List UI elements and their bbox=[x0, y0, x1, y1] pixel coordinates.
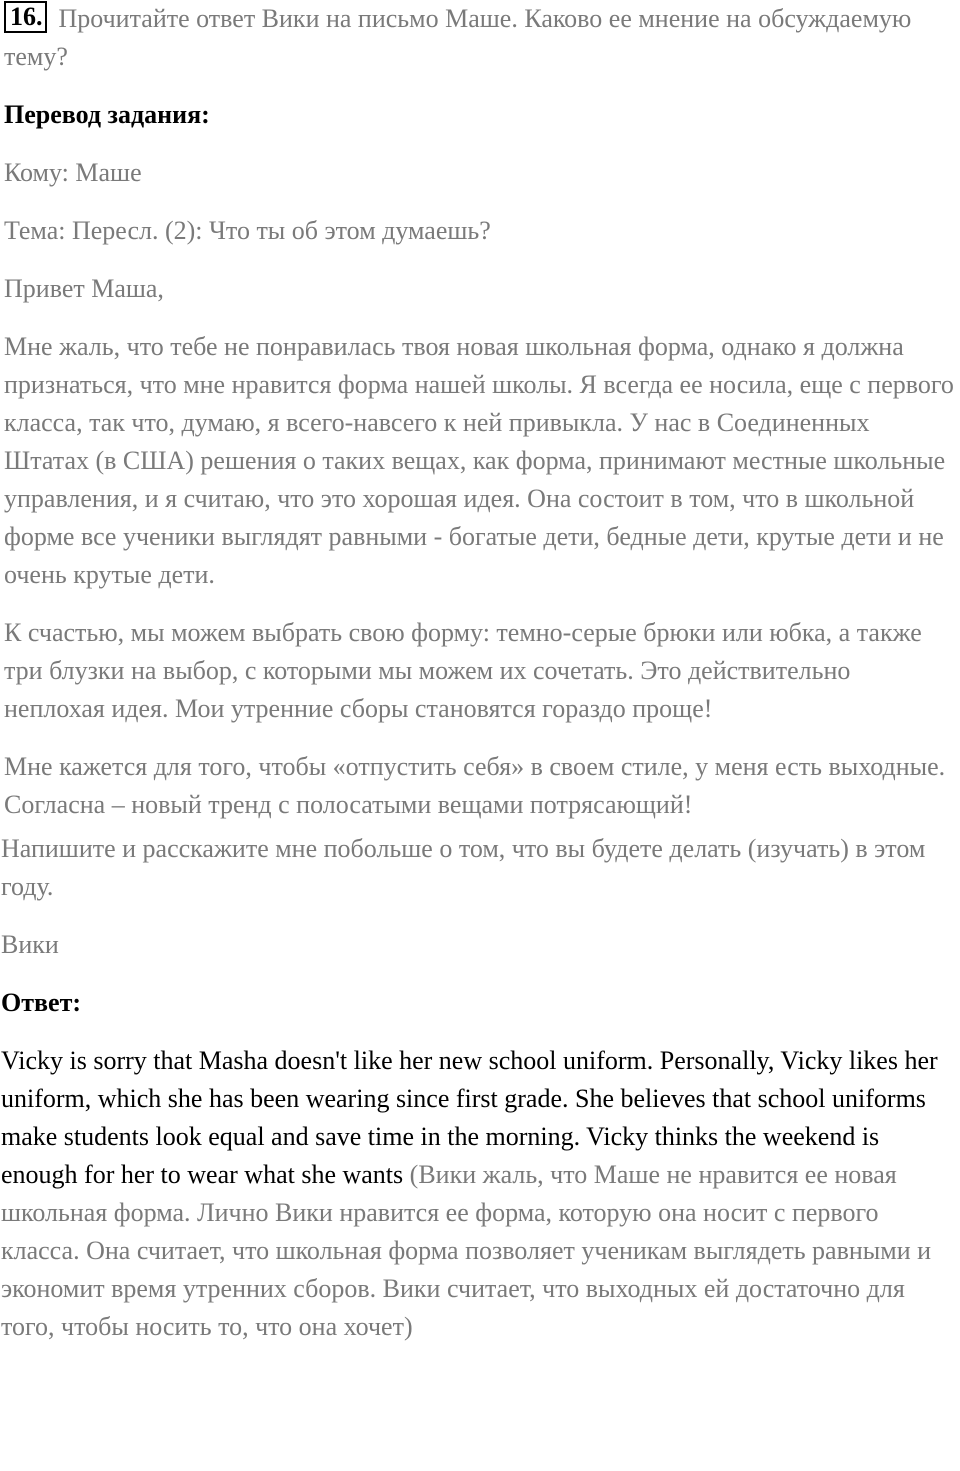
answer-heading: Ответ: bbox=[1, 988, 82, 1017]
task-prompt: Прочитайте ответ Вики на письмо Маше. Каково ее мнение на обсуждаемую тему? bbox=[4, 4, 912, 71]
answer-russian: (Вики жаль, что Маше не нравится ее новая школьная форма. Лично Вики нравится ее форма, которую она носит с первого класса. Она считает, что школьная форма позволяет ученикам выглядеть равными и экономит время утренних сборов. Вики считает, что выходных ей достаточно для того, чтобы носить то, что она хочет) bbox=[1, 1160, 932, 1341]
task-header bbox=[4, 0, 954, 76]
letter-subject: Тема: Пересл. (2): Что ты об этом думаешь? bbox=[4, 216, 491, 245]
document-page bbox=[1, 0, 954, 1346]
letter-greeting: Привет Маша, bbox=[4, 274, 164, 303]
task-number-box: 16. bbox=[4, 1, 47, 33]
answer-text bbox=[1, 1042, 954, 1346]
letter-to: Кому: Маше bbox=[4, 158, 142, 187]
letter-signature: Вики bbox=[1, 930, 59, 959]
answer-english: Vicky is sorry that Masha doesn't like her new school uniform. Personally, Vicky likes her uniform, which she has been wearing since first grade. She believes that school uniforms make students look equal and save time in the morning. Vicky thinks the weekend is enough for her to wear what she wants bbox=[1, 1046, 938, 1189]
letter-paragraph-4: Напишите и расскажите мне побольше о том, что вы будете делать (изучать) в этом году. bbox=[1, 834, 926, 901]
translation-heading: Перевод задания: bbox=[4, 100, 210, 129]
letter-paragraph-1: Мне жаль, что тебе не понравилась твоя новая школьная форма, однако я должна признаться, что мне нравится форма нашей школы. Я всегда ее носила, еще с первого класса, так что, думаю, я всего-навсего к ней привыкла. У нас в Соединенных Штатах (в США) решения о таких вещах, как форма, принимают местные школьные управления, и я считаю, что это хорошая идея. Она состоит в том, что в школьной форме все ученики выглядят равными - богатые дети, бедные дети, крутые дети и не очень крутые дети. bbox=[4, 332, 954, 589]
letter-paragraph-3: Мне кажется для того, чтобы «отпустить себя» в своем стиле, у меня есть выходные. Согласна – новый тренд с полосатыми вещами потрясающий! bbox=[4, 752, 946, 819]
letter-paragraph-2: К счастью, мы можем выбрать свою форму: темно-серые брюки или юбка, а также три блузки на выбор, с которыми мы можем их сочетать. Это действительно неплохая идея. Мои утренние сборы становятся гораздо проще! bbox=[4, 618, 922, 723]
